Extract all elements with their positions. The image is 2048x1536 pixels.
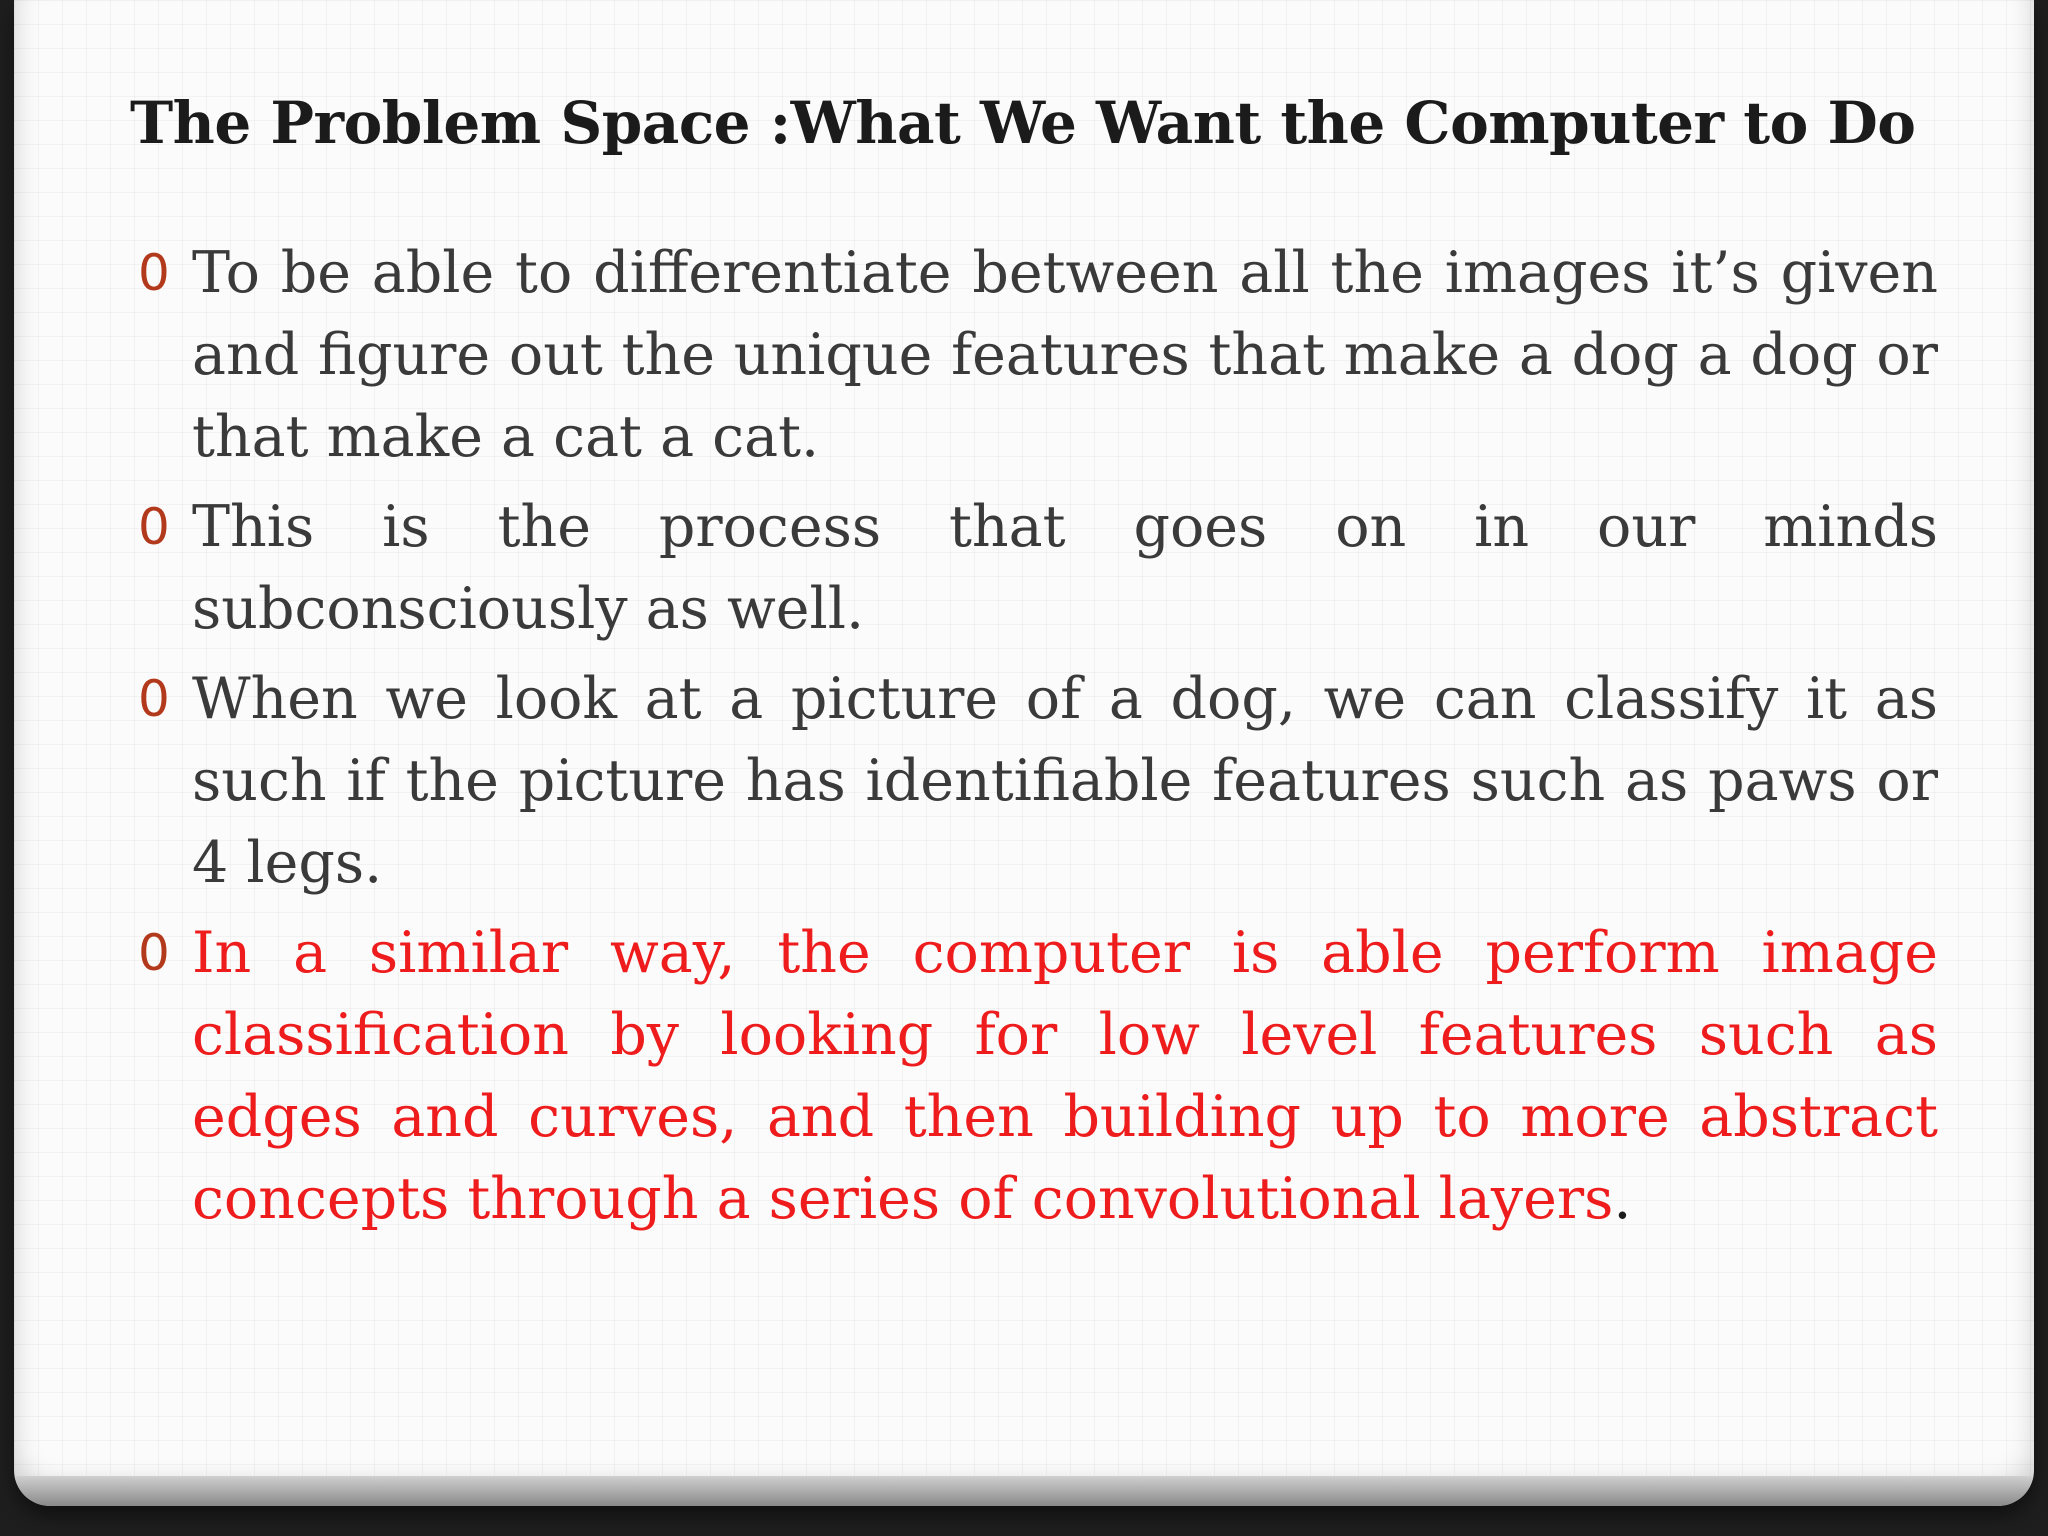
bullet-text: This is the process that goes on in our minds subconsciously as well. [192,494,1938,642]
bullet-item-computer-classification [138,912,1938,1240]
slide-bottom-shadow [14,1476,2034,1506]
bullet-item-differentiate [138,232,1938,478]
bullet-list [138,232,1938,1248]
bullet-marker-icon: 0 [138,924,170,982]
bullet-text-highlight: In a similar way, the computer is able perform image classification by looking for low level features such as edges and curves, and then building up to more abstract concepts through a series of convolutional layers [192,920,1938,1232]
bullet-marker-icon: 0 [138,498,170,556]
bullet-text: To be able to differentiate between all the images it’s given and figure out the unique features that make a dog a dog or that make a cat a cat. [192,240,1938,470]
bullet-item-dog-features [138,658,1938,904]
slide-title: The Problem Space :What We Want the Computer to Do [130,89,1916,157]
slide [14,0,2034,1506]
bullet-marker-icon: 0 [138,670,170,728]
bullet-text: When we look at a picture of a dog, we can classify it as such if the picture has identifiable features such as paws or 4 legs. [192,666,1938,896]
bullet-trailing-period: . [1613,1166,1632,1232]
bullet-marker-icon: 0 [138,244,170,302]
bullet-item-subconscious [138,486,1938,650]
